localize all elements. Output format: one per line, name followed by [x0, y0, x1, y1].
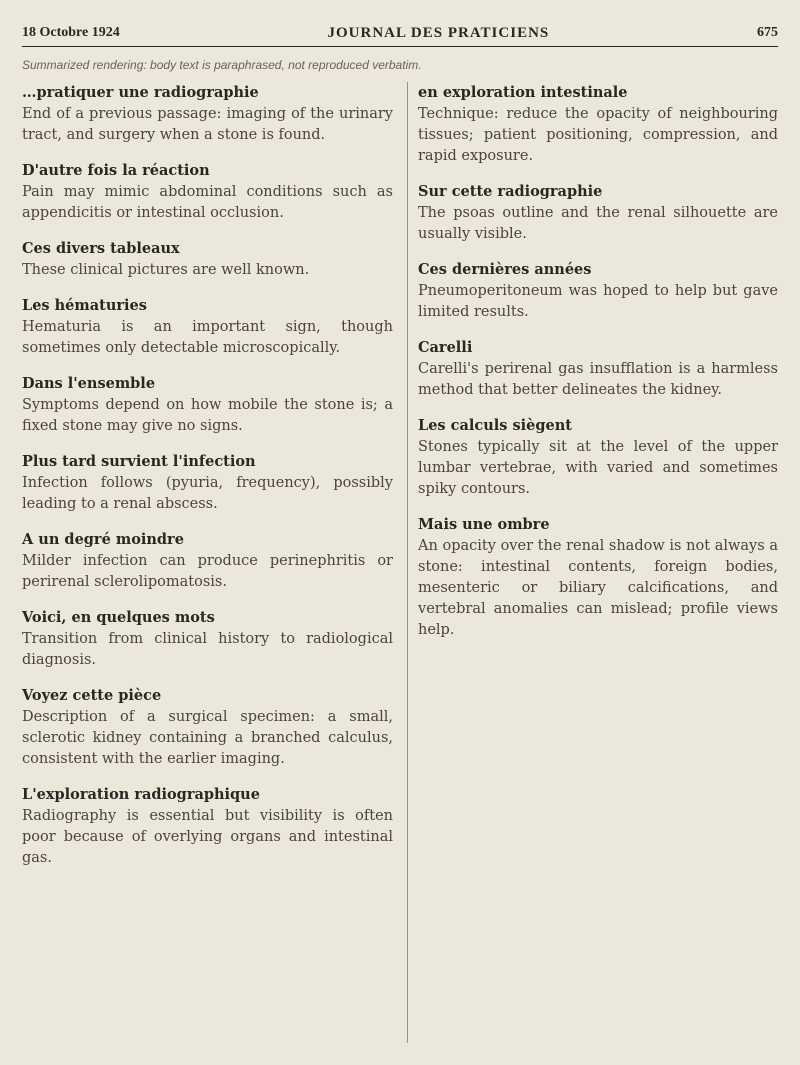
paragraph-lead: Voyez cette pièce [22, 687, 162, 705]
paragraph [22, 373, 393, 437]
paragraph-lead: Ces divers tableaux [22, 240, 180, 258]
paragraph-summary: Milder infection can produce perinephritis or perirenal sclerolipomatosis. [22, 553, 393, 591]
paragraph-lead: Mais une ombre [418, 516, 550, 534]
paragraph-summary: Symptoms depend on how mobile the stone is; a fixed stone may give no signs. [22, 397, 393, 435]
paragraph [418, 514, 778, 641]
paragraph-summary: Infection follows (pyuria, frequency), possibly leading to a renal abscess. [22, 475, 393, 513]
paragraph-summary: Transition from clinical history to radiological diagnosis. [22, 631, 393, 669]
paragraph-summary: Description of a surgical specimen: a small, sclerotic kidney containing a branched calculus, consistent with the earlier imaging. [22, 709, 393, 768]
paragraph-summary: Technique: reduce the opacity of neighbouring tissues; patient positioning, compression, and rapid exposure. [418, 106, 778, 165]
paragraph-lead: Carelli [418, 339, 473, 357]
paragraph-summary: Pneumoperitoneum was hoped to help but gave limited results. [418, 283, 778, 321]
paragraph-summary: Pain may mimic abdominal conditions such as appendicitis or intestinal occlusion. [22, 184, 393, 222]
paragraph [418, 415, 778, 500]
paragraph-summary: Carelli's perirenal gas insufflation is a harmless method that better delineates the kidney. [418, 361, 778, 399]
paragraph [22, 160, 393, 224]
paragraph-lead: L'exploration radiographique [22, 786, 260, 804]
paragraph [22, 685, 393, 770]
paragraph [22, 238, 393, 281]
paragraph-lead: en exploration intestinale [418, 84, 628, 101]
paragraph [22, 82, 393, 146]
paragraph-summary: Hematuria is an important sign, though sometimes only detectable microscopically. [22, 319, 393, 357]
left-column [22, 82, 393, 1043]
paragraph-summary: The psoas outline and the renal silhouette are usually visible. [418, 205, 778, 243]
paragraph [418, 337, 778, 401]
paragraph-summary: Stones typically sit at the level of the upper lumbar vertebrae, with varied and sometimes spiky contours. [418, 439, 778, 498]
paragraph-lead: A un degré moindre [22, 531, 184, 549]
paragraph-summary: An opacity over the renal shadow is not always a stone: intestinal contents, foreign bodies, mesenteric or biliary calcifications, and vertebral anomalies can mislead; profile views help. [418, 538, 778, 639]
paragraph-lead: Voici, en quelques mots [22, 609, 215, 627]
running-header [22, 22, 778, 44]
paragraph [418, 259, 778, 323]
paragraph [418, 82, 778, 167]
paragraph-lead: Ces dernières années [418, 261, 592, 279]
paragraph [22, 607, 393, 671]
summary-note: Summarized rendering: body text is paraphrased, not reproduced verbatim. [22, 58, 422, 72]
paragraph-summary: Radiography is essential but visibility is often poor because of overlying organs and intestinal gas. [22, 808, 393, 867]
paragraph-lead: …pratiquer une radiographie [22, 84, 259, 101]
header-date: 18 Octobre 1924 [22, 25, 120, 40]
paragraph [418, 181, 778, 245]
right-column [407, 82, 778, 1043]
paragraph-summary: These clinical pictures are well known. [22, 262, 310, 279]
paragraph-lead: Plus tard survient l'infection [22, 453, 256, 471]
paragraph [22, 529, 393, 593]
header-rule [22, 46, 778, 47]
paragraph [22, 451, 393, 515]
paragraph-lead: Sur cette radiographie [418, 183, 603, 201]
paragraph [22, 295, 393, 359]
paragraph-lead: Les hématuries [22, 297, 147, 315]
paragraph-lead: Les calculs siègent [418, 417, 572, 435]
text-columns [22, 82, 778, 1043]
header-journal-title: JOURNAL DES PRATICIENS [327, 24, 550, 41]
paragraph-summary: End of a previous passage: imaging of the urinary tract, and surgery when a stone is found. [22, 106, 393, 144]
paragraph [22, 784, 393, 869]
paragraph-lead: Dans l'ensemble [22, 375, 156, 393]
header-page-number: 675 [757, 25, 778, 40]
paragraph-lead: D'autre fois la réaction [22, 162, 210, 180]
